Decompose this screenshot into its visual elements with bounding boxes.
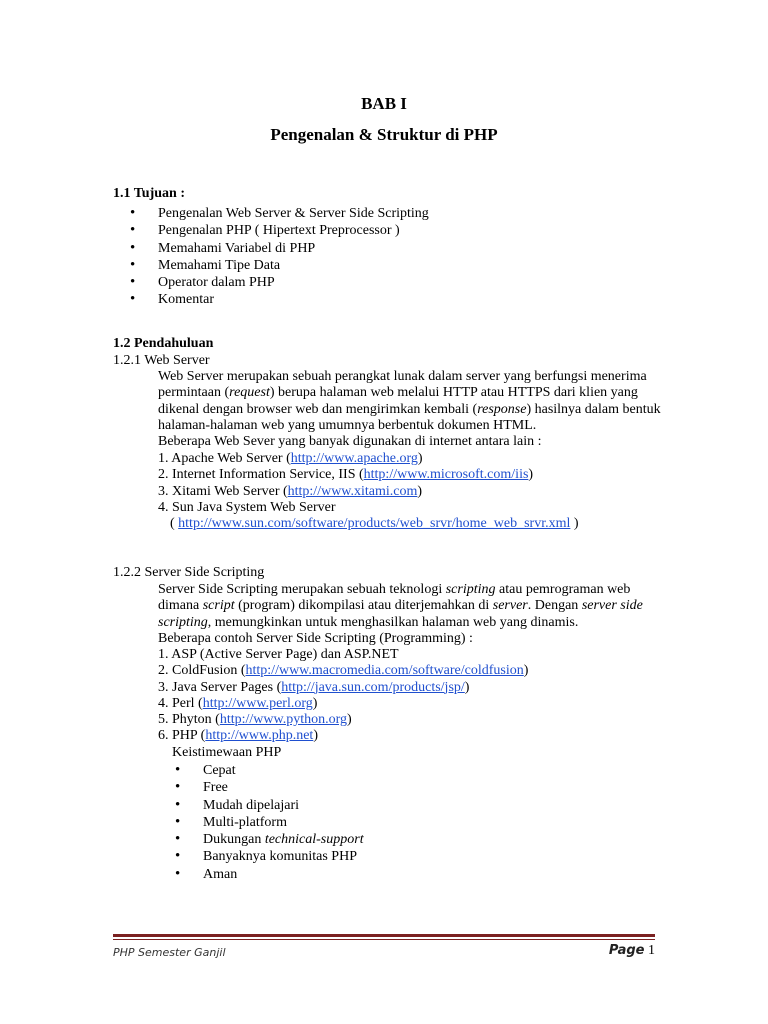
feature-item: • Banyaknya komunitas PHP xyxy=(175,848,364,865)
list-item-label: 1. ASP (Active Server Page) dan ASP.NET xyxy=(158,647,399,662)
url-link[interactable]: http://www.xitami.com xyxy=(287,483,418,499)
feature-item: • Dukungan technical-support xyxy=(175,831,364,848)
list-item: • Pengenalan Web Server & Server Side Scripting xyxy=(130,205,429,222)
list-item-label: 2. ColdFusion ( xyxy=(158,663,246,679)
list-item-label: 4. Perl ( xyxy=(158,695,203,711)
list-item-label: 3. Java Server Pages ( xyxy=(158,679,282,695)
url-link[interactable]: http://www.php.net xyxy=(205,728,314,744)
list-item-suffix: ) xyxy=(528,467,534,483)
list-item-suffix: ) xyxy=(313,728,318,744)
list-item-suffix: ) xyxy=(417,483,423,499)
paragraph-line: permintaan (request) berupa halaman web melalui HTTP atau HTTPS dari klien yang xyxy=(158,385,638,401)
list-item xyxy=(158,499,668,515)
list-item xyxy=(158,646,668,662)
url-link[interactable]: http://www.apache.org xyxy=(290,451,418,466)
feature-item: • Free xyxy=(175,779,364,796)
paragraph-line: dimana script (program) dikompilasi atau diterjemahkan di server. Dengan server side xyxy=(158,598,643,614)
list-item-suffix: ) xyxy=(464,679,470,695)
features-list xyxy=(175,762,364,883)
list-item xyxy=(158,679,668,695)
server-side-list xyxy=(158,646,668,744)
server-side-intro: Beberapa contoh Server Side Scripting (Programming) : xyxy=(158,630,473,646)
feature-item: • Cepat xyxy=(175,762,364,779)
paragraph-line: halaman-halaman web yang umumnya berbentuk dokumen HTML. xyxy=(158,417,537,433)
url-link[interactable]: http://www.macromedia.com/software/coldfusion xyxy=(245,663,524,679)
list-item xyxy=(158,483,668,499)
list-item xyxy=(158,450,668,466)
list-item-label: 1. Apache Web Server ( xyxy=(158,451,291,466)
chapter-number: BAB I xyxy=(361,94,407,113)
sun-link-line: ( http://www.sun.com/software/products/web_srvr/home_web_srvr.xml ) xyxy=(170,516,579,531)
footer-title: PHP Semester Ganjil xyxy=(113,946,226,959)
paragraph-line: scripting, memungkinkan untuk menghasilkan halaman web yang dinamis. xyxy=(158,614,579,630)
list-item xyxy=(158,711,668,727)
list-item-suffix: ) xyxy=(312,695,318,711)
web-server-paragraph xyxy=(158,368,668,449)
features-heading: Keistimewaan PHP xyxy=(172,745,282,760)
list-item: • Komentar xyxy=(130,291,429,308)
list-item-label: 3. Xitami Web Server ( xyxy=(158,483,288,499)
feature-item: • Multi-platform xyxy=(175,814,364,831)
list-item: • Memahami Variabel di PHP xyxy=(130,240,429,257)
list-item xyxy=(158,695,668,711)
list-item: • Memahami Tipe Data xyxy=(130,257,429,274)
list-item-label: 2. Internet Information Service, IIS ( xyxy=(158,467,364,483)
feature-item: • Aman xyxy=(175,866,364,883)
sun-java-link[interactable]: http://www.sun.com/software/products/web_srvr/home_web_srvr.xml xyxy=(178,516,571,531)
tujuan-list xyxy=(130,205,429,309)
url-link[interactable]: http://java.sun.com/products/jsp/ xyxy=(281,679,465,695)
feature-item: • Mudah dipelajari xyxy=(175,797,364,814)
paragraph-line: Server Side Scripting merupakan sebuah teknologi scripting atau pemrograman web xyxy=(158,582,631,597)
list-item xyxy=(158,662,668,678)
paragraph-line: dikenal dengan browser web dan mengirimkan kembali (response) hasilnya dalam bentuk xyxy=(158,401,661,417)
page-number: Page 1 xyxy=(608,943,655,958)
list-item-label: 5. Phyton ( xyxy=(158,712,220,728)
section-heading-tujuan: 1.1 Tujuan : xyxy=(113,186,185,201)
server-side-paragraph xyxy=(158,581,668,646)
subsection-heading-server-side: 1.2.2 Server Side Scripting xyxy=(113,565,265,580)
list-item: • Operator dalam PHP xyxy=(130,274,429,291)
footer-rule xyxy=(113,934,655,937)
section-heading-pendahuluan: 1.2 Pendahuluan xyxy=(113,336,214,351)
paragraph-line: Web Server merupakan sebuah perangkat lunak dalam server yang berfungsi menerima xyxy=(158,369,647,384)
web-server-list xyxy=(158,450,668,515)
list-item xyxy=(158,727,668,743)
footer-rule-thin xyxy=(113,939,655,940)
list-item-suffix: ) xyxy=(523,663,529,679)
web-server-intro: Beberapa Web Sever yang banyak digunakan di internet antara lain : xyxy=(158,434,542,450)
list-item-suffix: ) xyxy=(347,712,352,728)
url-link[interactable]: http://www.perl.org xyxy=(202,695,313,711)
url-link[interactable]: http://www.python.org xyxy=(219,712,348,728)
list-item-label: 4. Sun Java System Web Server xyxy=(158,499,336,515)
list-item xyxy=(158,466,668,482)
list-item-label: 6. PHP ( xyxy=(158,728,206,744)
subsection-heading-web-server: 1.2.1 Web Server xyxy=(113,353,210,368)
url-link[interactable]: http://www.microsoft.com/iis xyxy=(363,467,529,483)
list-item: • Pengenalan PHP ( Hipertext Preprocessor ) xyxy=(130,222,429,239)
chapter-title: Pengenalan & Struktur di PHP xyxy=(270,125,498,144)
list-item-suffix: ) xyxy=(417,451,423,466)
